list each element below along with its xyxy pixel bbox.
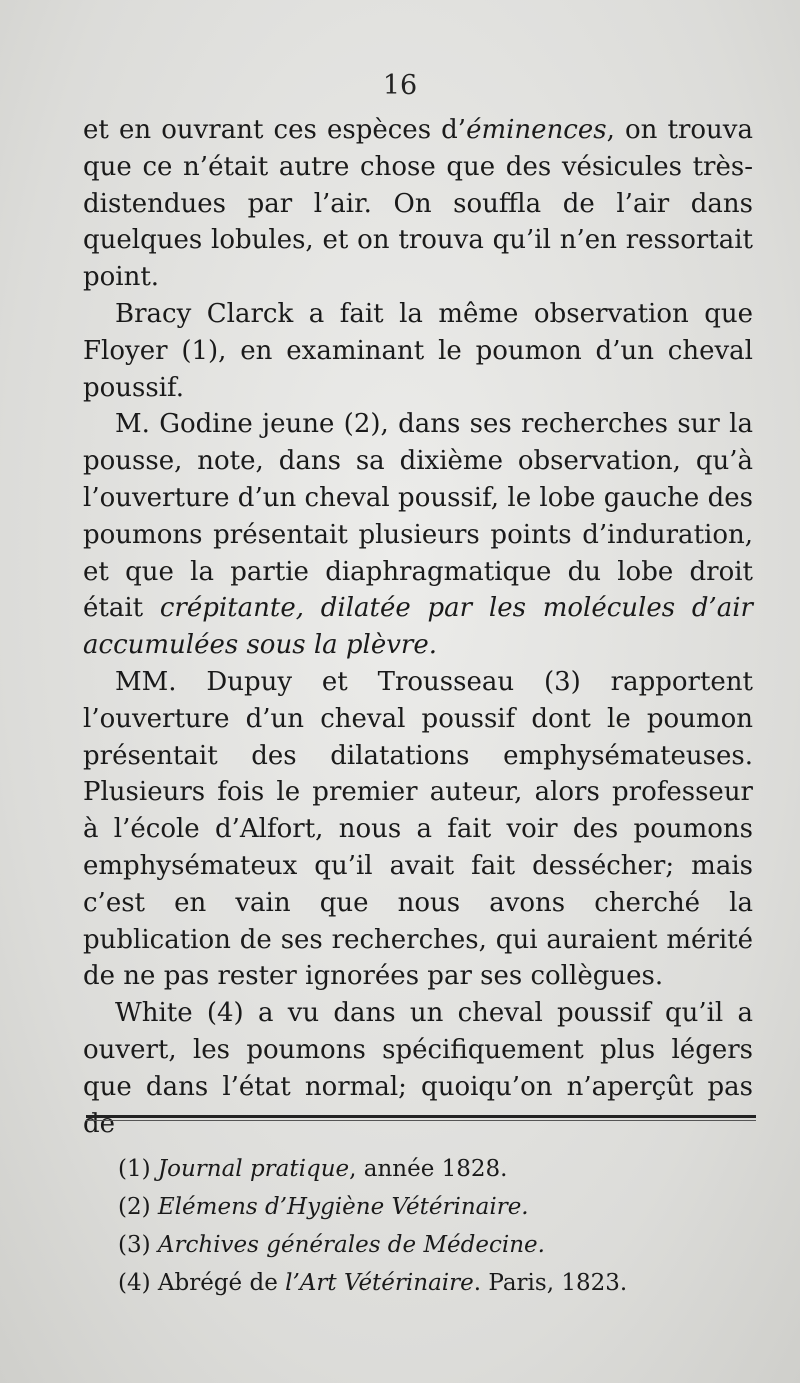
paragraph <box>83 112 753 296</box>
text-run: MM. Dupuy et Trousseau (3) rapportent l’ouverture d’un cheval poussif dont le poumon présentait des dilatations emphysémateuses. Plusieurs fois le premier auteur, alors professeur à l’école d’Alfort, nous a fait voir des poumons emphysémateux qu’il avait fait dessécher; mais c’est en vain que nous avons cherché la publication de ses recherches, qui auraient mérité de ne pas rester ignorées par ses collègues. <box>83 666 753 992</box>
footnote-mark: (4) <box>118 1270 158 1296</box>
footnotes <box>118 1150 738 1302</box>
text-run: , année 1828. <box>349 1156 508 1182</box>
page-number: 16 <box>382 70 418 101</box>
footnote <box>118 1150 738 1188</box>
paragraph <box>83 406 753 664</box>
text-run: Bracy Clarck a fait la même observation que Floyer (1), en examinant le poumon d’un cheval poussif. <box>83 298 753 403</box>
italic-text: crépitante, dilatée par les molécules d’air accumulées sous la plèvre. <box>83 593 753 661</box>
footnote-mark: (1) <box>118 1156 158 1182</box>
footnote-rule-thin <box>86 1120 756 1121</box>
paragraph <box>83 664 753 995</box>
italic-text: éminences <box>466 115 607 145</box>
footnote <box>118 1264 738 1302</box>
text-run: . Paris, 1823. <box>473 1270 628 1296</box>
footnote-mark: (3) <box>118 1232 158 1258</box>
text-run: et en ouvrant ces espèces d’ <box>83 115 467 145</box>
text-run: Abrégé de <box>157 1270 286 1296</box>
italic-text: l’Art Vétérinaire <box>285 1270 474 1296</box>
italic-text: Elémens d’Hygiène Vétérinaire. <box>157 1194 529 1220</box>
footnote-mark: (2) <box>118 1194 158 1220</box>
italic-text: Archives générales de Médecine. <box>157 1232 545 1258</box>
paragraph <box>83 296 753 406</box>
body-text <box>83 112 753 1142</box>
footnote <box>118 1188 738 1226</box>
text-run: M. Godine jeune (2), dans ses recherches sur la pousse, note, dans sa dixième observation, qu’à l’ouverture d’un cheval poussif, le lobe gauche des poumons présentait plusieurs points d’induration, et que la partie diaphragmatique du lobe droit était <box>83 409 753 624</box>
footnote-rule <box>86 1115 756 1118</box>
footnote <box>118 1226 738 1264</box>
text-run: , on trouva que ce n’était autre chose que des vésicules très-distendues par l’air. On souffla de l’air dans quelques lobules, et on trouva qu’il n’en ressortait point. <box>83 115 753 293</box>
italic-text: Journal pratique <box>157 1156 350 1182</box>
text-run: White (4) a vu dans un cheval poussif qu’il a ouvert, les poumons spécifiquement plus légers que dans l’état normal; quoiqu’on n’aperçût pas de <box>83 998 753 1139</box>
